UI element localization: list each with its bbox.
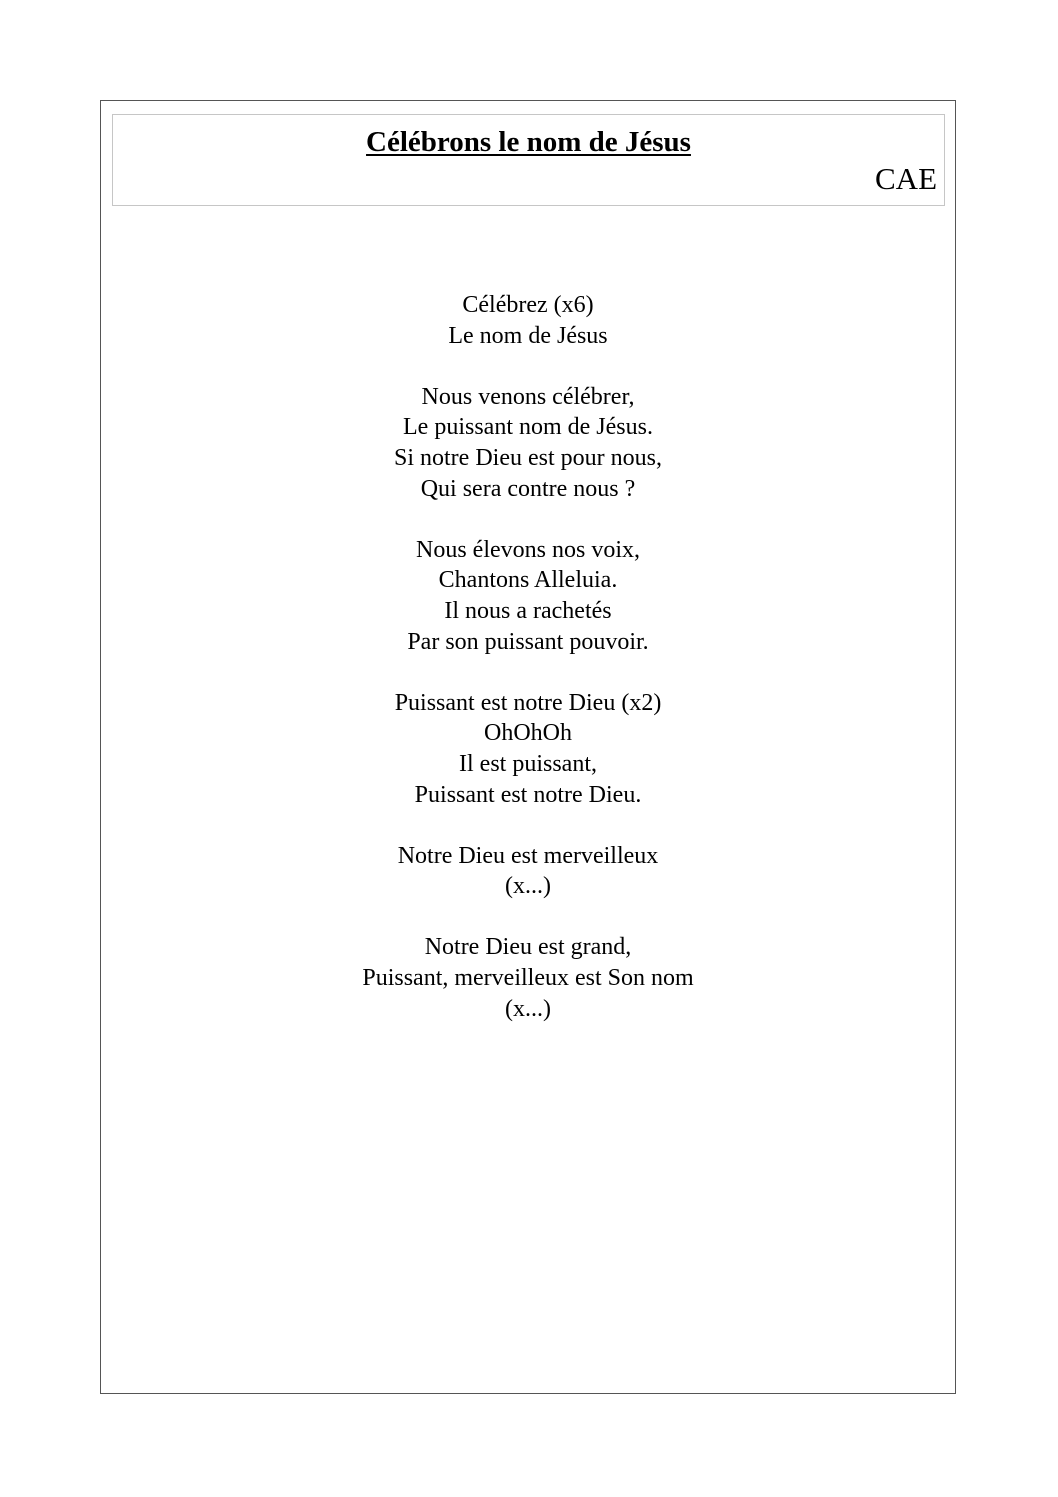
lyric-line: Il nous a rachetés <box>444 597 612 624</box>
stanza-3 <box>100 535 956 657</box>
lyric-line: Le nom de Jésus <box>448 322 608 349</box>
lyrics-body <box>100 290 956 1055</box>
lyric-line: Il est puissant, <box>459 750 597 777</box>
lyric-line: Notre Dieu est grand, <box>424 934 632 961</box>
lyric-line: Notre Dieu est merveilleux <box>397 842 659 869</box>
stanza-4 <box>100 688 956 810</box>
lyric-line: Chantons Alleluia. <box>438 567 618 594</box>
lyric-line: Si notre Dieu est pour nous, <box>394 444 662 471</box>
stanza-6 <box>100 932 956 1024</box>
song-title: Célébrons le nom de Jésus <box>366 126 691 158</box>
stanza-1 <box>100 290 956 351</box>
lyric-line: (x...) <box>505 873 551 900</box>
stanza-2 <box>100 382 956 504</box>
lyric-line: Puissant est notre Dieu. <box>414 781 642 808</box>
lyric-line: Célébrez (x6) <box>462 292 594 318</box>
lyric-line: Puissant, merveilleux est Son nom <box>362 965 694 992</box>
stanza-5 <box>100 841 956 902</box>
lyric-line: Nous élevons nos voix, <box>416 536 640 563</box>
lyric-line: OhOhOh <box>484 720 572 747</box>
lyric-line: Le puissant nom de Jésus. <box>403 414 653 441</box>
song-author: CAE <box>875 161 937 196</box>
lyric-line: (x...) <box>505 995 551 1022</box>
lyric-line: Par son puissant pouvoir. <box>407 628 649 655</box>
lyric-line: Qui sera contre nous ? <box>420 475 636 502</box>
lyric-line: Puissant est notre Dieu (x2) <box>394 689 662 716</box>
lyric-line: Nous venons célébrer, <box>421 383 635 410</box>
